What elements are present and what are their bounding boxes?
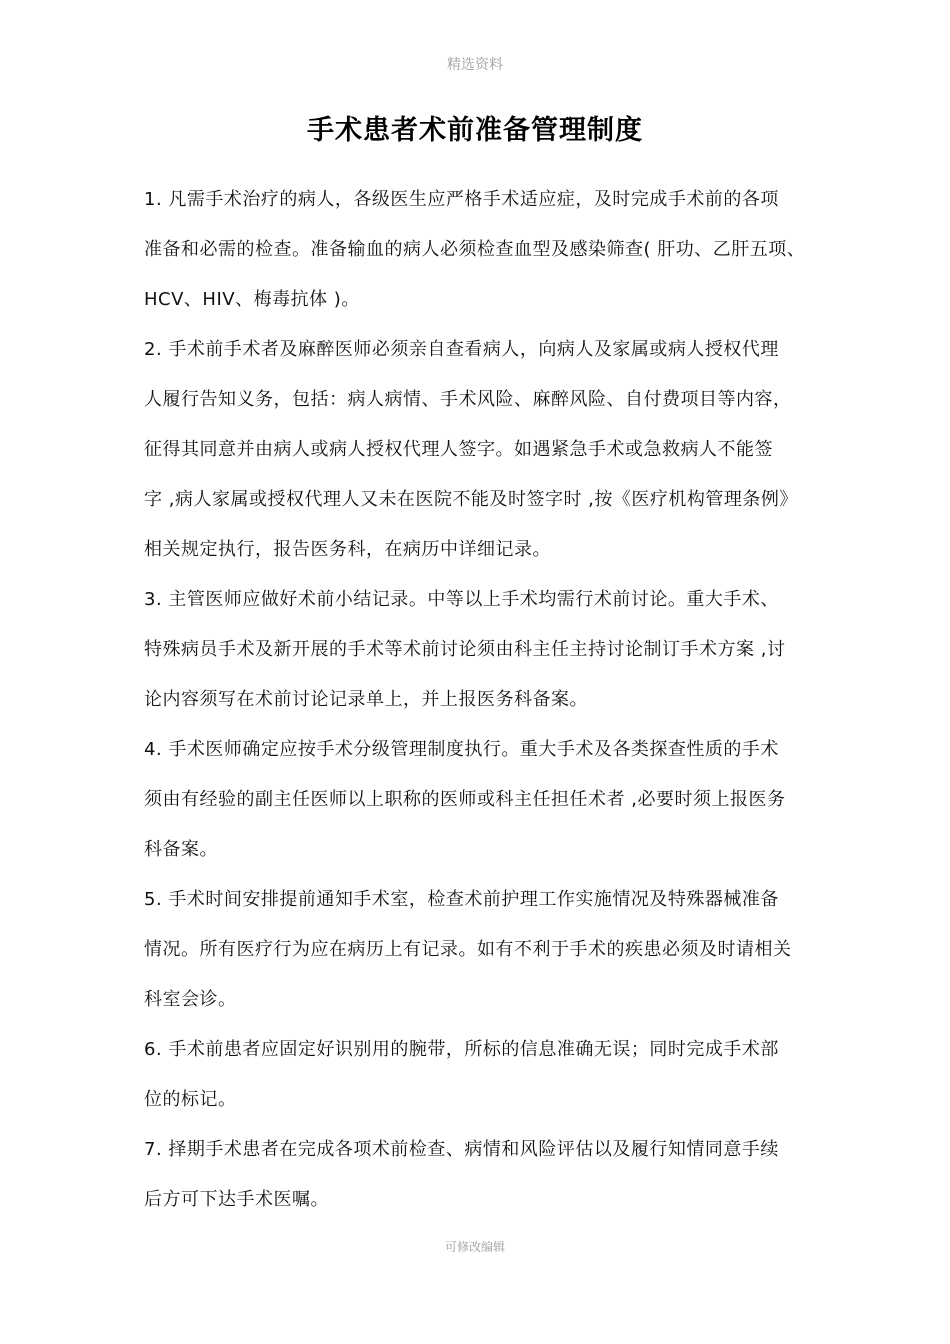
paragraph-7 (144, 1125, 812, 1225)
paragraph-5 (144, 875, 812, 1025)
text-line: 4. 手术医师确定应按手术分级管理制度执行。重大手术及各类探查性质的手术 (144, 739, 779, 760)
paragraph-3 (144, 575, 812, 725)
text-line: 1. 凡需手术治疗的病人，各级医生应严格手术适应症，及时完成手术前的各项 (144, 189, 779, 210)
text-line: 特殊病员手术及新开展的手术等术前讨论须由科主任主持讨论制订手术方案 ,讨 (144, 639, 786, 660)
text-line: 科备案。 (144, 839, 218, 860)
text-line: 位的标记。 (144, 1089, 237, 1110)
header-note: 精选资料 (447, 57, 503, 73)
text-line: 2. 手术前手术者及麻醉医师必须亲自查看病人，向病人及家属或病人授权代理 (144, 339, 779, 360)
text-line: 5. 手术时间安排提前通知手术室，检查术前护理工作实施情况及特殊器械准备 (144, 889, 779, 910)
text-line: 后方可下达手术医嘱。 (144, 1189, 329, 1210)
paragraph-1 (144, 175, 812, 325)
text-line: 情况。所有医疗行为应在病历上有记录。如有不利于手术的疾患必须及时请相关 (144, 939, 792, 960)
document-body (144, 175, 812, 1225)
document-title: 手术患者术前准备管理制度 (307, 115, 643, 146)
text-line: 字 ,病人家属或授权代理人又未在医院不能及时签字时 ,按《医疗机构管理条例》 (144, 489, 798, 510)
text-line: 3. 主管医师应做好术前小结记录。中等以上手术均需行术前讨论。重大手术、 (144, 589, 779, 610)
text-line: HCV、HIV、梅毒抗体 )。 (144, 289, 360, 310)
footer-note: 可修改编辑 (444, 1240, 505, 1254)
text-line: 6. 手术前患者应固定好识别用的腕带，所标的信息准确无误；同时完成手术部 (144, 1039, 779, 1060)
paragraph-4 (144, 725, 812, 875)
text-line: 论内容须写在术前讨论记录单上，并上报医务科备案。 (144, 689, 588, 710)
text-line: 征得其同意并由病人或病人授权代理人签字。如遇紧急手术或急救病人不能签 (144, 439, 773, 460)
text-line: 须由有经验的副主任医师以上职称的医师或科主任担任术者 ,必要时须上报医务 (144, 789, 786, 810)
text-line: 7. 择期手术患者在完成各项术前检查、病情和风险评估以及履行知情同意手续 (144, 1139, 779, 1160)
text-line: 准备和必需的检查。准备输血的病人必须检查血型及感染筛查( 肝功、乙肝五项、 (144, 239, 806, 260)
paragraph-2 (144, 325, 812, 575)
text-line: 科室会诊。 (144, 989, 237, 1010)
text-line: 人履行告知义务，包括：病人病情、手术风险、麻醉风险、自付费项目等内容， (144, 389, 792, 410)
paragraph-6 (144, 1025, 812, 1125)
text-line: 相关规定执行，报告医务科，在病历中详细记录。 (144, 539, 551, 560)
